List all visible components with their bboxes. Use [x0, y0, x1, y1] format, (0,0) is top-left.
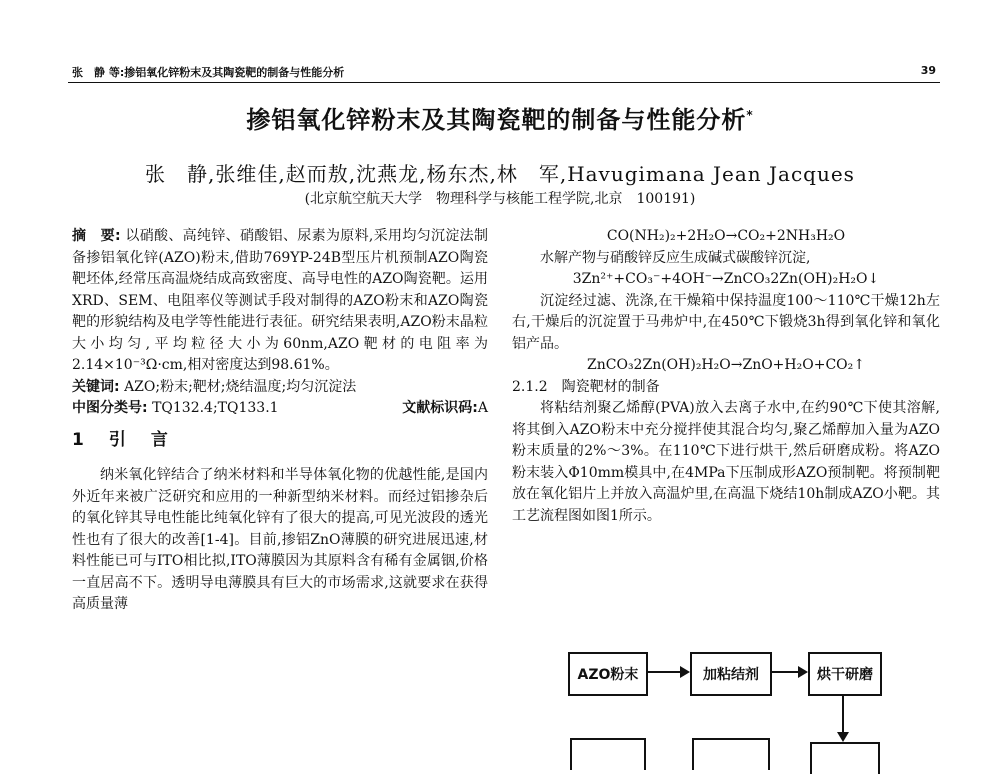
flow-box-partial-3: [810, 742, 880, 774]
flow-arrowhead-1: [680, 666, 690, 678]
abstract-text: 以硝酸、高纯锌、硝酸铝、尿素为原料,采用均匀沉淀法制备掺铝氧化锌(AZO)粉末,借助769YP-24B型压片机预制AZO陶瓷靶坯体,经常压高温烧结成高致密度、高导电性的AZO陶瓷靶。运用XRD、SEM、电阻率仪等测试手段对制得的AZO粉末和AZO陶瓷靶的形貌结构及电学等性能进行表征。研究结果表明,AZO粉末晶粒大小均匀,平均粒径大小为60nm,AZO靶材的电阻率为2.14×10⁻³Ω·cm,相对密度达到98.61%。: [72, 228, 488, 373]
hydrolysis-paragraph: 水解产物与硝酸锌反应生成碱式碳酸锌沉淀,: [540, 249, 811, 266]
equation-urea-hydrolysis: CO(NH₂)₂+2H₂O→CO₂+2NH₃H₂O: [606, 228, 846, 244]
flow-arrow-line-2: [772, 671, 800, 673]
page-number: 39: [920, 64, 936, 77]
paper-title-text: 掺铝氧化锌粉末及其陶瓷靶的制备与性能分析: [246, 106, 747, 134]
keywords: [72, 377, 488, 399]
section-heading-introduction: 1 引 言: [72, 429, 172, 450]
paper-title: [0, 100, 1000, 135]
flow-arrowhead-3: [837, 732, 849, 742]
right-column: [512, 226, 940, 527]
subsection-heading-target-prep: 2.1.2 陶瓷靶材的制备: [512, 378, 660, 395]
abstract: [72, 226, 488, 377]
equation-precipitation: 3Zn²⁺+CO₃⁻+4OH⁻→ZnCO₃2Zn(OH)₂H₂O↓: [572, 271, 880, 287]
affiliation: (北京航空航天大学 物理科学与核能工程学院,北京 100191): [304, 191, 696, 207]
running-head-title: 张 静 等:掺铝氧化锌粉末及其陶瓷靶的制备与性能分析: [72, 66, 345, 79]
document-code-label: 文献标识码:: [402, 400, 478, 416]
flow-box-partial-1: [570, 738, 646, 770]
flow-box-azo-powder: AZO粉末: [568, 652, 648, 696]
document-code-value: A: [477, 400, 488, 416]
running-head: [68, 64, 940, 83]
keywords-text: AZO;粉末;靶材;烧结温度;均匀沉淀法: [124, 378, 357, 395]
drying-paragraph: 沉淀经过滤、洗涤,在干燥箱中保持温度100～110℃干燥12h左右,干燥后的沉淀置于马弗炉中,在450℃下锻烧3h得到氧化锌和氧化铝产品。: [512, 292, 940, 352]
abstract-label: 摘 要:: [72, 228, 121, 244]
author-list: 张 静,张维佳,赵而敖,沈燕龙,杨东杰,林 军,Havugimana Jean Jacques: [145, 162, 855, 186]
flow-box-partial-2: [692, 738, 770, 770]
flow-arrow-line-3: [842, 696, 844, 734]
flow-arrow-line-1: [648, 671, 682, 673]
left-column: [72, 226, 488, 616]
classification-value: TQ132.4;TQ133.1: [152, 400, 279, 416]
equation-calcination: ZnCO₃2Zn(OH)₂H₂O→ZnO+H₂O+CO₂↑: [587, 357, 865, 373]
classification-line: [72, 398, 488, 420]
process-flowchart: [560, 634, 880, 760]
classification-label: 中图分类号:: [72, 400, 148, 416]
target-prep-paragraph: 将粘结剂聚乙烯醇(PVA)放入去离子水中,在约90℃下使其溶解,将其倒入AZO粉末中充分搅拌使其混合均匀,聚乙烯醇加入量为AZO粉末质量的2%～3%。在110℃下进行烘干,然后研磨成粉。将AZO粉末装入Φ10mm模具中,在4MPa下压制成形AZO预制靶。将预制靶放在氧化铝片上并放入高温炉里,在高温下烧结10h制成AZO小靶。其工艺流程图如图1所示。: [512, 400, 940, 524]
flow-arrowhead-2: [798, 666, 808, 678]
title-footnote-mark: *: [746, 108, 754, 122]
flow-box-add-binder: 加粘结剂: [690, 652, 772, 696]
flow-box-dry-grind: 烘干研磨: [808, 652, 882, 696]
keywords-label: 关键词:: [72, 378, 120, 395]
introduction-paragraph: 纳米氧化锌结合了纳米材料和半导体氧化物的优越性能,是国内外近年来被广泛研究和应用的一种新型纳米材料。而经过铝掺杂后的氧化锌其导电性能比纯氧化锌有了很大的提高,可见光波段的透光性也有了很大的改善[1-4]。目前,掺铝ZnO薄膜的研究进展迅速,材料性能已可与ITO相比拟,ITO薄膜因为其原料含有稀有金属铟,价格一直居高不下。透明导电薄膜具有巨大的市场需求,这就要求在获得高质量薄: [72, 467, 488, 612]
